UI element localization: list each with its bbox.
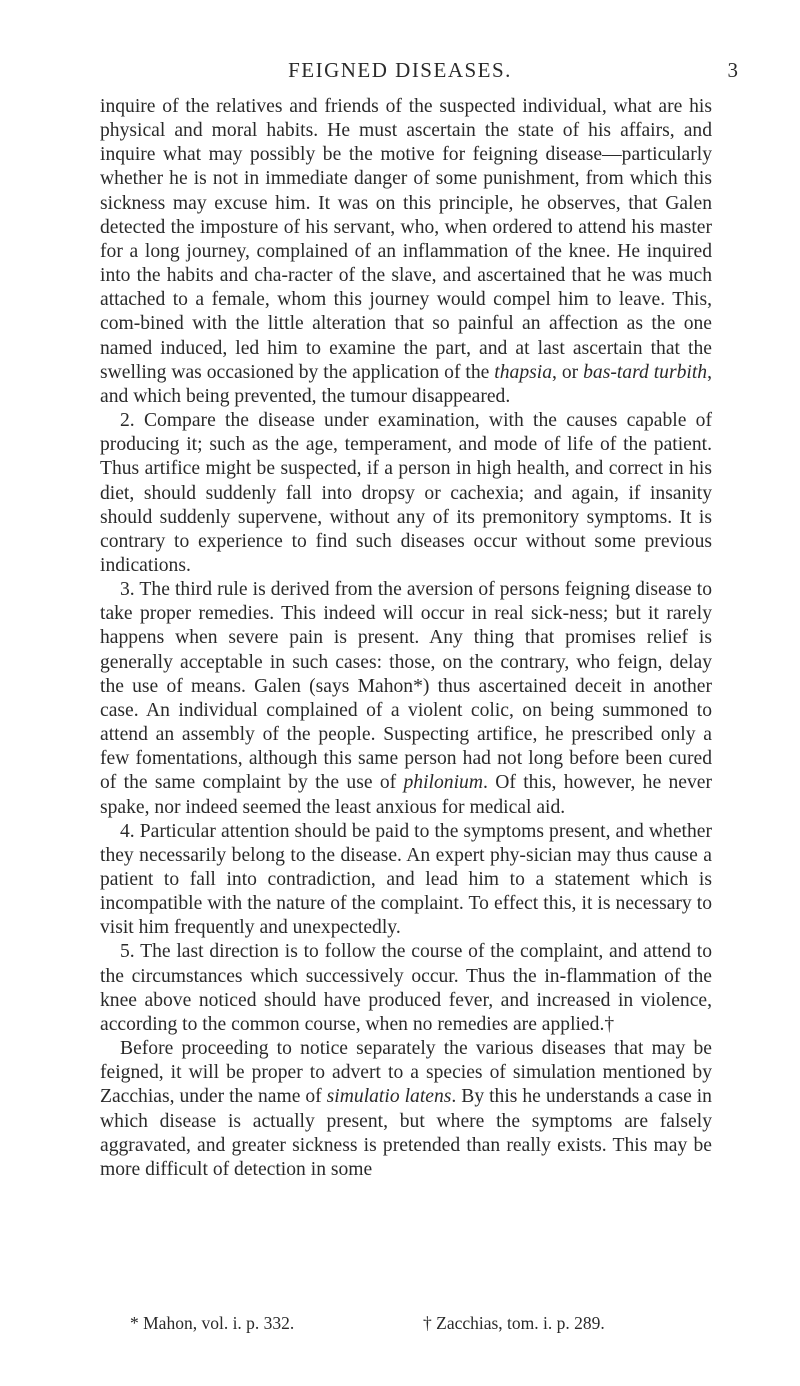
body-text — [100, 95, 712, 1182]
italic-term-simulatio-latens: simulatio latens — [326, 1086, 452, 1108]
paragraph-rule-3: 3. The third rule is derived from the aversion of persons feigning disease to take proper remedies. This indeed will occur in real sick-ness; but it rarely happens when severe pain is present. Any thing that promises relief is generally acceptable in such cases: those, on the contrary, who feign, delay the use of means. Galen (says Mahon*) thus ascertained deceit in another case. An individual complained of a violent colic, on being summoned to attend an assembly of the people. Suspecting artifice, he prescribed only a few fomentations, although this same person had not long before been cured of the same complaint by the use of philonium. Of this, however, he never spake, nor indeed seemed the least anxious for medical aid. — [100, 579, 712, 818]
italic-term-thapsia: thapsia — [494, 361, 552, 383]
footnote-mahon: * Mahon, vol. i. p. 332. — [130, 1313, 295, 1333]
paragraph-rule-5: 5. The last direction is to follow the course of the complaint, and attend to the circumstances which successively occur. Thus the in-flammation of the knee above noticed should have produced fever, and increased in violence, according to the common course, when no remedies are applied.† — [100, 941, 712, 1035]
paragraph-simulatio-latens: Before proceeding to notice separately the various diseases that may be feigned, it will be proper to advert to a species of simulation mentioned by Zacchias, under the name of simulatio latens. By this he understands a case in which disease is actually present, but where the symptoms are falsely aggravated, and greater sickness is pretended than really exists. This may be more difficult of detection in some — [100, 1038, 712, 1180]
paragraph-rule-2: 2. Compare the disease under examination, with the causes capable of producing it; such as the age, temperament, and mode of life of the patient. Thus artifice might be suspected, if a person in high health, and correct in his diet, should suddenly fall into dropsy or cachexia; and again, if insanity should suddenly supervene, without any of its premonitory symptoms. It is contrary to experience to find such diseases occur without some previous indications. — [100, 410, 712, 576]
paragraph-continuation: inquire of the relatives and friends of the suspected individual, what are his physical and moral habits. He must ascertain the state of his affairs, and inquire what may possibly be the motive for feigning disease—particularly whether he is not in immediate danger of some punishment, from which this sickness may excuse him. It was on this principle, he observes, that Galen detected the imposture of his servant, who, when ordered to attend his master for a long journey, complained of an inflammation of the knee. He inquired into the habits and cha-racter of the slave, and ascertained that he was much attached to a female, whom this journey would compel him to leave. This, com-bined with the little alteration that so painful an affection as the one named induced, led him to examine the part, and at last ascertain that the swelling was occasioned by the application of the thapsia, or bas-tard turbith, and which being prevented, the tumour disappeared. — [100, 96, 712, 407]
footnote-zacchias: † Zacchias, tom. i. p. 289. — [423, 1313, 605, 1333]
italic-term-bastard-turbith: bas-tard turbith — [583, 361, 708, 383]
paragraph-rule-4: 4. Particular attention should be paid to the symptoms present, and whether they necessarily belong to the disease. An expert phy-sician may thus cause a patient to fall into contradiction, and lead him to a statement which is incompatible with the nature of the complaint. To effect this, it is necessary to visit him frequently and unexpectedly. — [100, 820, 712, 939]
running-title: FEIGNED DISEASES. — [288, 58, 512, 82]
italic-term-philonium: philonium — [403, 772, 483, 794]
page-number: 3 — [727, 58, 738, 82]
running-head — [0, 58, 800, 88]
